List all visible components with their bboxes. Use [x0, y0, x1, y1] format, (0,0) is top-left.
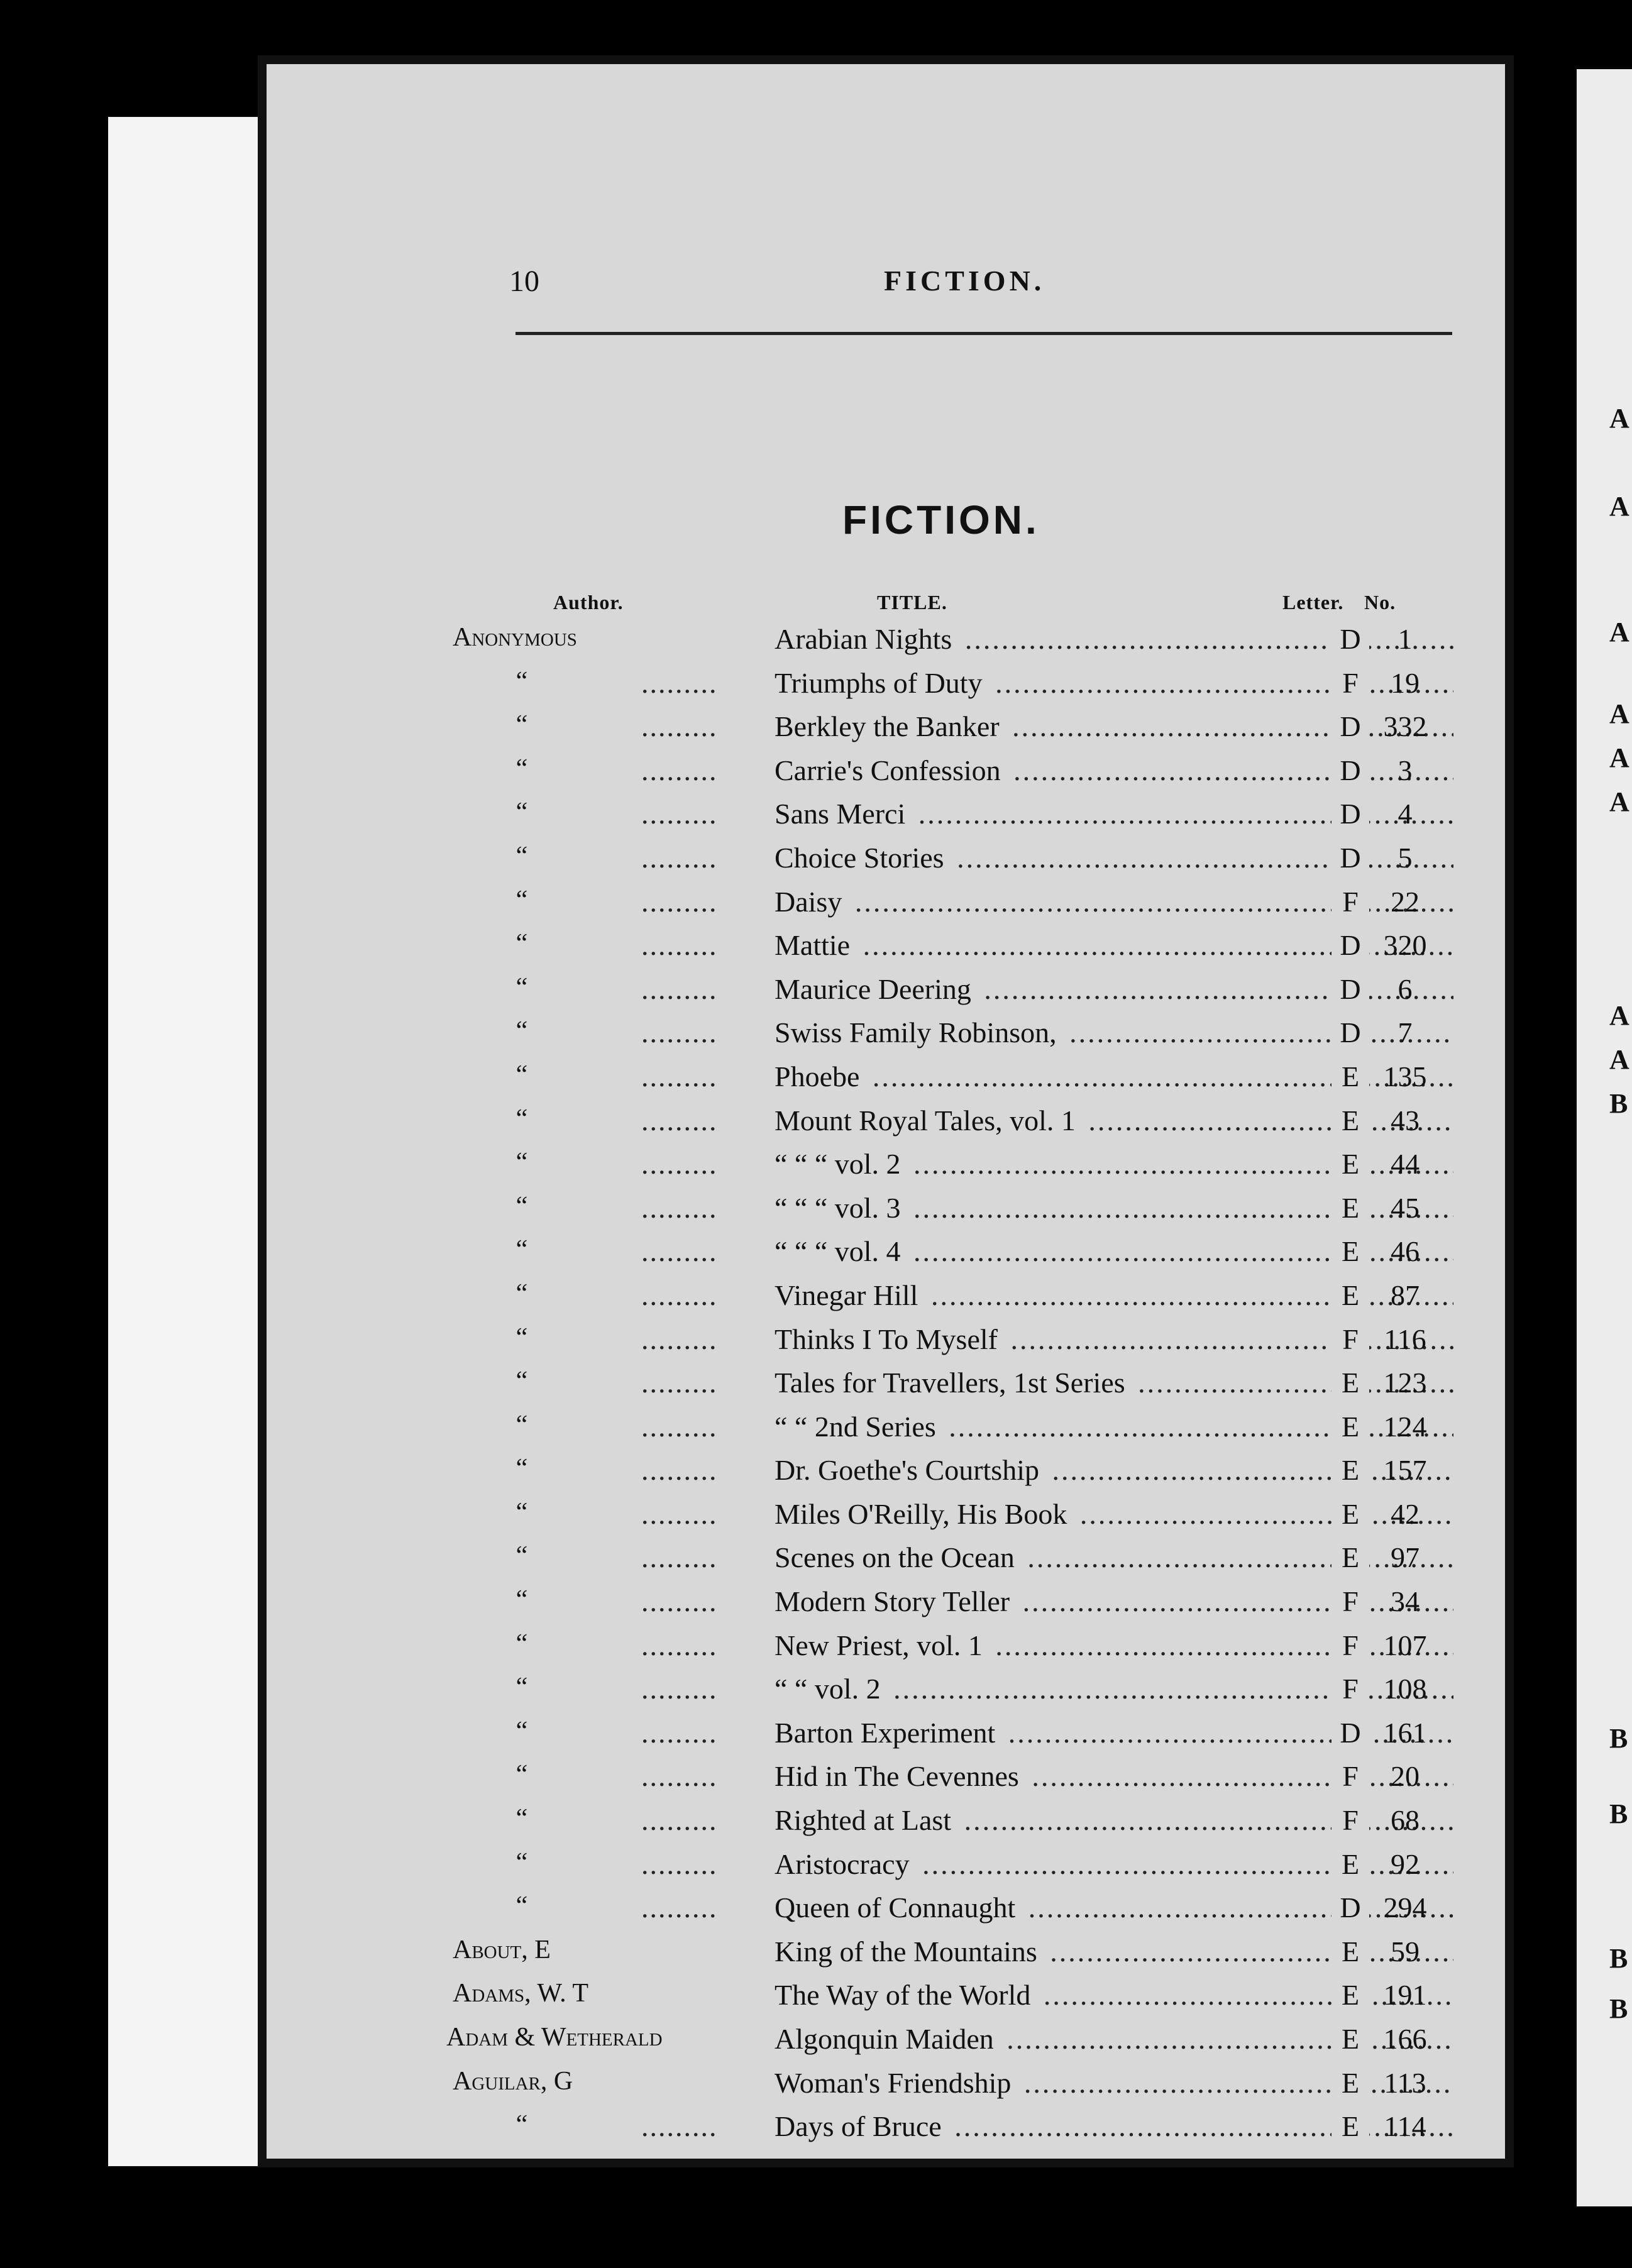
adjacent-page-letter: B: [1609, 1798, 1628, 1829]
number-cell: 124: [1383, 1410, 1427, 1443]
section-heading: FICTION.: [842, 497, 1040, 542]
author-cell: “: [516, 1847, 528, 1877]
author-leader-dots: .........: [641, 1497, 718, 1530]
letter-cell: E: [1332, 2110, 1369, 2143]
title-text: Algonquin Maiden: [775, 2023, 998, 2055]
author-leader-dots: .........: [641, 1060, 718, 1093]
author-leader-dots: .........: [641, 1760, 718, 1793]
author-cell: “: [516, 1585, 528, 1615]
author-cell: “: [516, 1104, 528, 1133]
catalog-row: [440, 1629, 1471, 1673]
author-leader-dots: .........: [641, 1148, 718, 1181]
adjacent-page-letter: A: [1609, 403, 1629, 434]
author-cell: Adams, W. T: [453, 1979, 589, 2008]
title-text: Arabian Nights: [775, 623, 956, 655]
catalog-row: [440, 1585, 1471, 1629]
author-cell: “: [516, 710, 528, 740]
column-header-title: TITLE.: [877, 591, 947, 614]
catalog-row: [440, 1497, 1471, 1541]
author-cell: “: [516, 1235, 528, 1265]
author-cell: Anonymous: [453, 623, 577, 652]
title-text: Phoebe: [775, 1060, 863, 1093]
author-leader-dots: .........: [641, 1716, 718, 1749]
author-cell: “: [516, 2110, 528, 2140]
letter-cell: D: [1332, 928, 1369, 962]
number-cell: 68: [1391, 1804, 1420, 1837]
catalog-row: [440, 1978, 1471, 2022]
author-cell: “: [516, 1454, 528, 1484]
catalog-row: [440, 1716, 1471, 1760]
letter-cell: D: [1332, 1891, 1369, 1924]
author-cell: “: [516, 798, 528, 827]
letter-cell: D: [1332, 972, 1369, 1006]
catalog-row: [440, 1060, 1471, 1104]
title-text: Righted at Last: [775, 1804, 955, 1836]
letter-cell: E: [1332, 1410, 1369, 1443]
letter-cell: E: [1332, 1279, 1369, 1312]
adjacent-page-right: [1577, 69, 1632, 2206]
author-cell: “: [516, 1323, 528, 1352]
title-text: Carrie's Confession: [775, 754, 1005, 786]
author-cell: “: [516, 1060, 528, 1089]
author-cell: Adam & Wetherald: [446, 2023, 663, 2052]
number-cell: 114: [1384, 2110, 1426, 2143]
author-cell: “: [516, 1673, 528, 1702]
number-cell: 7: [1398, 1016, 1413, 1049]
page-number: 10: [509, 265, 539, 298]
letter-cell: E: [1332, 1060, 1369, 1093]
number-cell: 161: [1383, 1716, 1427, 1749]
catalog-row: [440, 972, 1471, 1016]
adjacent-page-letter: A: [1609, 491, 1629, 522]
catalog-row: [440, 1803, 1471, 1847]
title-text: Daisy: [775, 886, 846, 918]
author-cell: “: [516, 1148, 528, 1177]
letter-cell: F: [1332, 1585, 1369, 1618]
catalog-row: [440, 1453, 1471, 1497]
catalog-row: [440, 1191, 1471, 1235]
letter-cell: E: [1332, 1497, 1369, 1531]
author-leader-dots: .........: [641, 754, 718, 786]
title-text: “ “ “ vol. 4: [775, 1235, 905, 1267]
author-cell: “: [516, 1629, 528, 1658]
adjacent-page-letter: B: [1609, 1723, 1628, 1754]
number-cell: 157: [1383, 1454, 1427, 1487]
author-leader-dots: .........: [641, 666, 718, 699]
number-cell: 166: [1383, 2023, 1427, 2055]
number-cell: 191: [1383, 1979, 1427, 2012]
letter-cell: E: [1332, 1978, 1369, 2012]
adjacent-page-letter: A: [1609, 786, 1629, 817]
number-cell: 20: [1391, 1760, 1420, 1793]
title-text: The Way of the World: [775, 1979, 1034, 2011]
letter-cell: D: [1332, 754, 1369, 787]
letter-cell: D: [1332, 622, 1369, 656]
title-text: Dr. Goethe's Courtship: [775, 1454, 1043, 1486]
author-cell: “: [516, 754, 528, 783]
title-text: Modern Story Teller: [775, 1585, 1013, 1617]
author-cell: “: [516, 666, 528, 696]
catalog-row: [440, 1279, 1471, 1323]
number-cell: 113: [1384, 2066, 1426, 2099]
title-text: Triumphs of Duty: [775, 667, 986, 699]
catalog-row: [440, 2022, 1471, 2066]
number-cell: 116: [1384, 1323, 1426, 1355]
catalog-row: [440, 1847, 1471, 1891]
number-cell: 6: [1398, 972, 1413, 1005]
author-leader-dots: .........: [641, 885, 718, 918]
author-leader-dots: .........: [641, 1410, 718, 1443]
letter-cell: E: [1332, 1935, 1369, 1968]
letter-cell: F: [1332, 1759, 1369, 1793]
title-text: Vinegar Hill: [775, 1279, 922, 1311]
running-head: [509, 264, 1452, 308]
header-rule: [516, 332, 1452, 335]
letter-cell: E: [1332, 1453, 1369, 1487]
number-cell: 107: [1383, 1629, 1427, 1661]
adjacent-page-letter: B: [1609, 1943, 1628, 1974]
column-header-author: Author.: [553, 591, 624, 614]
title-text: Barton Experiment: [775, 1717, 999, 1749]
catalog-row: [440, 1672, 1471, 1716]
title-text: New Priest, vol. 1: [775, 1629, 986, 1661]
catalog-row: [440, 928, 1471, 972]
author-cell: “: [516, 1804, 528, 1834]
author-cell: “: [516, 885, 528, 915]
letter-cell: D: [1332, 841, 1369, 874]
letter-cell: F: [1332, 1629, 1369, 1662]
title-text: Woman's Friendship: [775, 2067, 1015, 2099]
number-cell: 3: [1398, 754, 1413, 786]
author-leader-dots: .........: [641, 1191, 718, 1224]
author-leader-dots: .........: [641, 929, 718, 962]
adjacent-page-letter: A: [1609, 698, 1629, 729]
author-cell: About, E: [453, 1935, 551, 1964]
number-cell: 87: [1391, 1279, 1420, 1311]
author-leader-dots: .........: [641, 1104, 718, 1137]
catalog-row: [440, 1541, 1471, 1585]
title-text: Maurice Deering: [775, 973, 975, 1005]
title-text: “ “ 2nd Series: [775, 1411, 940, 1443]
title-text: Mattie: [775, 929, 854, 961]
adjacent-page-letter: B: [1609, 1088, 1628, 1119]
catalog-row: [440, 1935, 1471, 1979]
letter-cell: D: [1332, 710, 1369, 743]
catalog-row: [440, 1891, 1471, 1935]
catalog-row: [440, 2110, 1471, 2154]
title-text: Days of Bruce: [775, 2110, 946, 2142]
author-cell: “: [516, 1760, 528, 1790]
author-cell: “: [516, 1016, 528, 1046]
catalog-row: [440, 1759, 1471, 1803]
number-cell: 22: [1391, 885, 1420, 918]
adjacent-page-letter: A: [1609, 1000, 1629, 1031]
letter-cell: E: [1332, 1235, 1369, 1268]
letter-cell: E: [1332, 1191, 1369, 1225]
number-cell: 42: [1391, 1497, 1420, 1530]
author-cell: “: [516, 1891, 528, 1921]
title-text: Tales for Travellers, 1st Series: [775, 1367, 1129, 1399]
letter-cell: F: [1332, 1323, 1369, 1356]
author-leader-dots: .........: [641, 1891, 718, 1924]
catalog-row: [440, 797, 1471, 841]
title-text: Miles O'Reilly, His Book: [775, 1498, 1071, 1530]
author-leader-dots: .........: [641, 841, 718, 874]
letter-cell: F: [1332, 1803, 1369, 1837]
number-cell: 34: [1391, 1585, 1420, 1618]
adjacent-page-letter: A: [1609, 1044, 1629, 1075]
title-text: Scenes on the Ocean: [775, 1541, 1018, 1573]
letter-cell: E: [1332, 1541, 1369, 1574]
author-leader-dots: .........: [641, 1847, 718, 1880]
author-cell: “: [516, 841, 528, 871]
catalog-row: [440, 1016, 1471, 1060]
column-header-no: No.: [1364, 591, 1396, 614]
letter-cell: E: [1332, 1366, 1369, 1399]
title-text: “ “ “ vol. 3: [775, 1192, 905, 1224]
catalog-row: [440, 1410, 1471, 1454]
author-leader-dots: .........: [641, 710, 718, 743]
author-cell: “: [516, 929, 528, 959]
author-leader-dots: .........: [641, 1673, 718, 1705]
catalog-row: [440, 710, 1471, 754]
catalog-row: [440, 1104, 1471, 1148]
title-text: Sans Merci: [775, 798, 909, 830]
title-text: Berkley the Banker: [775, 710, 1003, 742]
letter-cell: F: [1332, 1672, 1369, 1705]
number-cell: 108: [1383, 1673, 1427, 1705]
number-cell: 294: [1383, 1891, 1427, 1924]
adjacent-page-letter: A: [1609, 617, 1629, 647]
author-leader-dots: .........: [641, 1454, 718, 1487]
letter-cell: E: [1332, 2022, 1369, 2056]
title-text: “ “ “ vol. 2: [775, 1148, 905, 1180]
column-header-letter: Letter.: [1282, 591, 1344, 614]
number-cell: 332: [1383, 710, 1427, 743]
catalog-table: [440, 622, 1471, 2154]
title-text: Hid in The Cevennes: [775, 1760, 1023, 1792]
catalog-row: [440, 622, 1471, 666]
title-text: “ “ vol. 2: [775, 1673, 885, 1705]
catalog-row: [440, 1323, 1471, 1367]
author-cell: “: [516, 1279, 528, 1308]
catalog-row: [440, 754, 1471, 798]
letter-cell: D: [1332, 1016, 1369, 1049]
letter-cell: F: [1332, 666, 1369, 700]
author-leader-dots: .........: [641, 798, 718, 830]
number-cell: 44: [1391, 1148, 1420, 1181]
number-cell: 97: [1391, 1541, 1420, 1574]
number-cell: 46: [1391, 1235, 1420, 1268]
title-text: Queen of Connaught: [775, 1891, 1019, 1924]
number-cell: 135: [1383, 1060, 1427, 1093]
author-leader-dots: .........: [641, 1323, 718, 1355]
title-text: Aristocracy: [775, 1848, 913, 1880]
author-cell: “: [516, 1191, 528, 1221]
author-leader-dots: .........: [641, 1585, 718, 1618]
number-cell: 123: [1383, 1367, 1427, 1399]
author-leader-dots: .........: [641, 1629, 718, 1661]
adjacent-page-letter: A: [1609, 742, 1629, 773]
author-leader-dots: .........: [641, 2110, 718, 2143]
number-cell: 4: [1398, 798, 1413, 830]
author-leader-dots: .........: [641, 1279, 718, 1311]
author-cell: “: [516, 1541, 528, 1571]
letter-cell: D: [1332, 797, 1369, 830]
number-cell: 92: [1391, 1847, 1420, 1880]
title-text: Swiss Family Robinson,: [775, 1016, 1061, 1049]
letter-cell: E: [1332, 2066, 1369, 2100]
title-text: Choice Stories: [775, 842, 948, 874]
running-title: FICTION.: [884, 265, 1045, 297]
catalog-row: [440, 1235, 1471, 1279]
number-cell: 320: [1383, 929, 1427, 962]
author-cell: “: [516, 1497, 528, 1527]
author-cell: Aguilar, G: [453, 2066, 573, 2096]
title-text: King of the Mountains: [775, 1935, 1041, 1968]
number-cell: 45: [1391, 1191, 1420, 1224]
author-leader-dots: .........: [641, 972, 718, 1005]
author-cell: “: [516, 972, 528, 1002]
number-cell: 1: [1398, 623, 1413, 655]
letter-cell: F: [1332, 885, 1369, 918]
letter-cell: E: [1332, 1104, 1369, 1137]
title-text: Mount Royal Tales, vol. 1: [775, 1104, 1079, 1137]
catalog-row: [440, 2066, 1471, 2110]
author-leader-dots: .........: [641, 1235, 718, 1268]
number-cell: 5: [1398, 841, 1413, 874]
catalog-row: [440, 1147, 1471, 1191]
catalog-row: [440, 666, 1471, 710]
adjacent-page-letter: B: [1609, 1993, 1628, 2024]
number-cell: 19: [1391, 666, 1420, 699]
catalog-row: [440, 1366, 1471, 1410]
author-leader-dots: .........: [641, 1541, 718, 1574]
author-leader-dots: .........: [641, 1367, 718, 1399]
letter-cell: E: [1332, 1147, 1369, 1181]
author-leader-dots: .........: [641, 1016, 718, 1049]
number-cell: 59: [1391, 1935, 1420, 1968]
letter-cell: D: [1332, 1716, 1369, 1749]
letter-cell: E: [1332, 1847, 1369, 1881]
author-cell: “: [516, 1716, 528, 1746]
author-cell: “: [516, 1367, 528, 1396]
author-leader-dots: .........: [641, 1804, 718, 1837]
title-text: Thinks I To Myself: [775, 1323, 1001, 1355]
catalog-row: [440, 841, 1471, 885]
author-cell: “: [516, 1410, 528, 1440]
catalog-row: [440, 885, 1471, 929]
number-cell: 43: [1391, 1104, 1420, 1137]
